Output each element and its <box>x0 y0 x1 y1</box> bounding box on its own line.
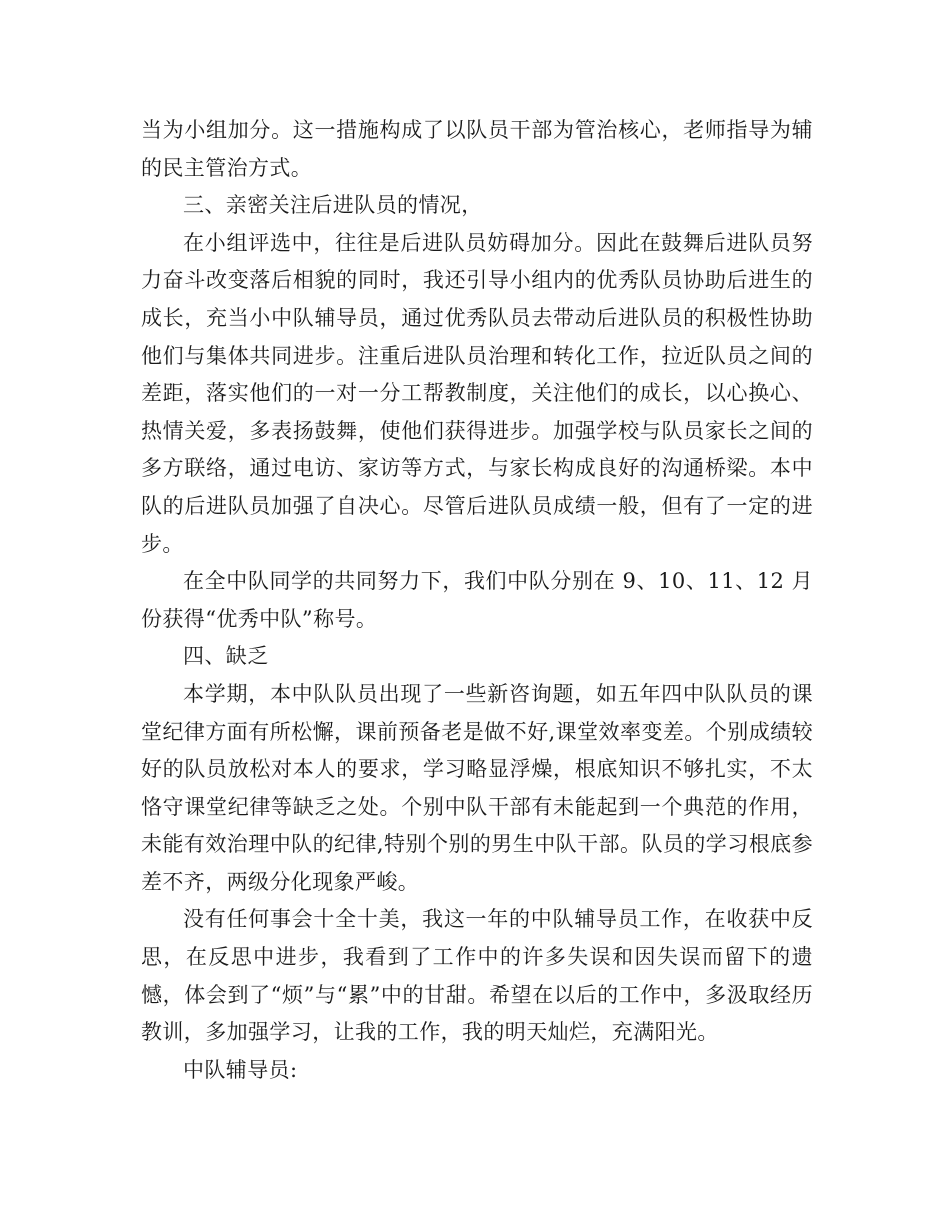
section-heading-four: 四、缺乏 <box>183 644 269 669</box>
signature-label: 中队辅导员: <box>183 1057 298 1082</box>
document-body <box>141 112 813 1089</box>
paragraph-shortcomings: 本学期，本中队队员出现了一些新咨询题，如五年四中队队员的课堂纪律方面有所松懈，课前预备老是做不好,课堂效率变差。个别成绩较好的队员放松对本人的要求，学习略显浮燥，根底知识不够扎实，不太恪守课堂纪律等缺乏之处。个别中队干部有未能起到一个典范的作用，未能有效治理中队的纪律,特别个别的男生中队干部。队员的学习根底参差不齐，两级分化现象严峻。 <box>141 681 813 894</box>
paragraph-continued: 当为小组加分。这一措施构成了以队员干部为管治核心，老师指导为辅的民主管治方式。 <box>141 118 813 180</box>
section-heading-three: 三、亲密关注后进队员的情况， <box>183 193 483 218</box>
paragraph-reflection: 没有任何事会十全十美，我这一年的中队辅导员工作，在收获中反思，在反思中进步，我看到了工作中的许多失误和因失误而留下的遗憾，体会到了“烦”与“累”中的甘甜。希望在以后的工作中，多汲取经历教训，多加强学习，让我的工作，我的明天灿烂，充满阳光。 <box>141 907 813 1045</box>
paragraph-backward-students: 在小组评选中，往往是后进队员妨碍加分。因此在鼓舞后进队员努力奋斗改变落后相貌的同时，我还引导小组内的优秀队员协助后进生的成长，充当小中队辅导员，通过优秀队员去带动后进队员的积极性协助他们与集体共同进步。注重后进队员治理和转化工作，拉近队员之间的差距，落实他们的一对一分工帮教制度，关注他们的成长，以心换心、热情关爱，多表扬鼓舞，使他们获得进步。加强学校与队员家长之间的多方联络，通过电访、家访等方式，与家长构成良好的沟通桥梁。本中队的后进队员加强了自决心。尽管后进队员成绩一般，但有了一定的进步。 <box>141 230 813 556</box>
paragraph-honor: 在全中队同学的共同努力下，我们中队分别在 9、10、11、12 月份获得“优秀中队”称号。 <box>141 569 813 631</box>
